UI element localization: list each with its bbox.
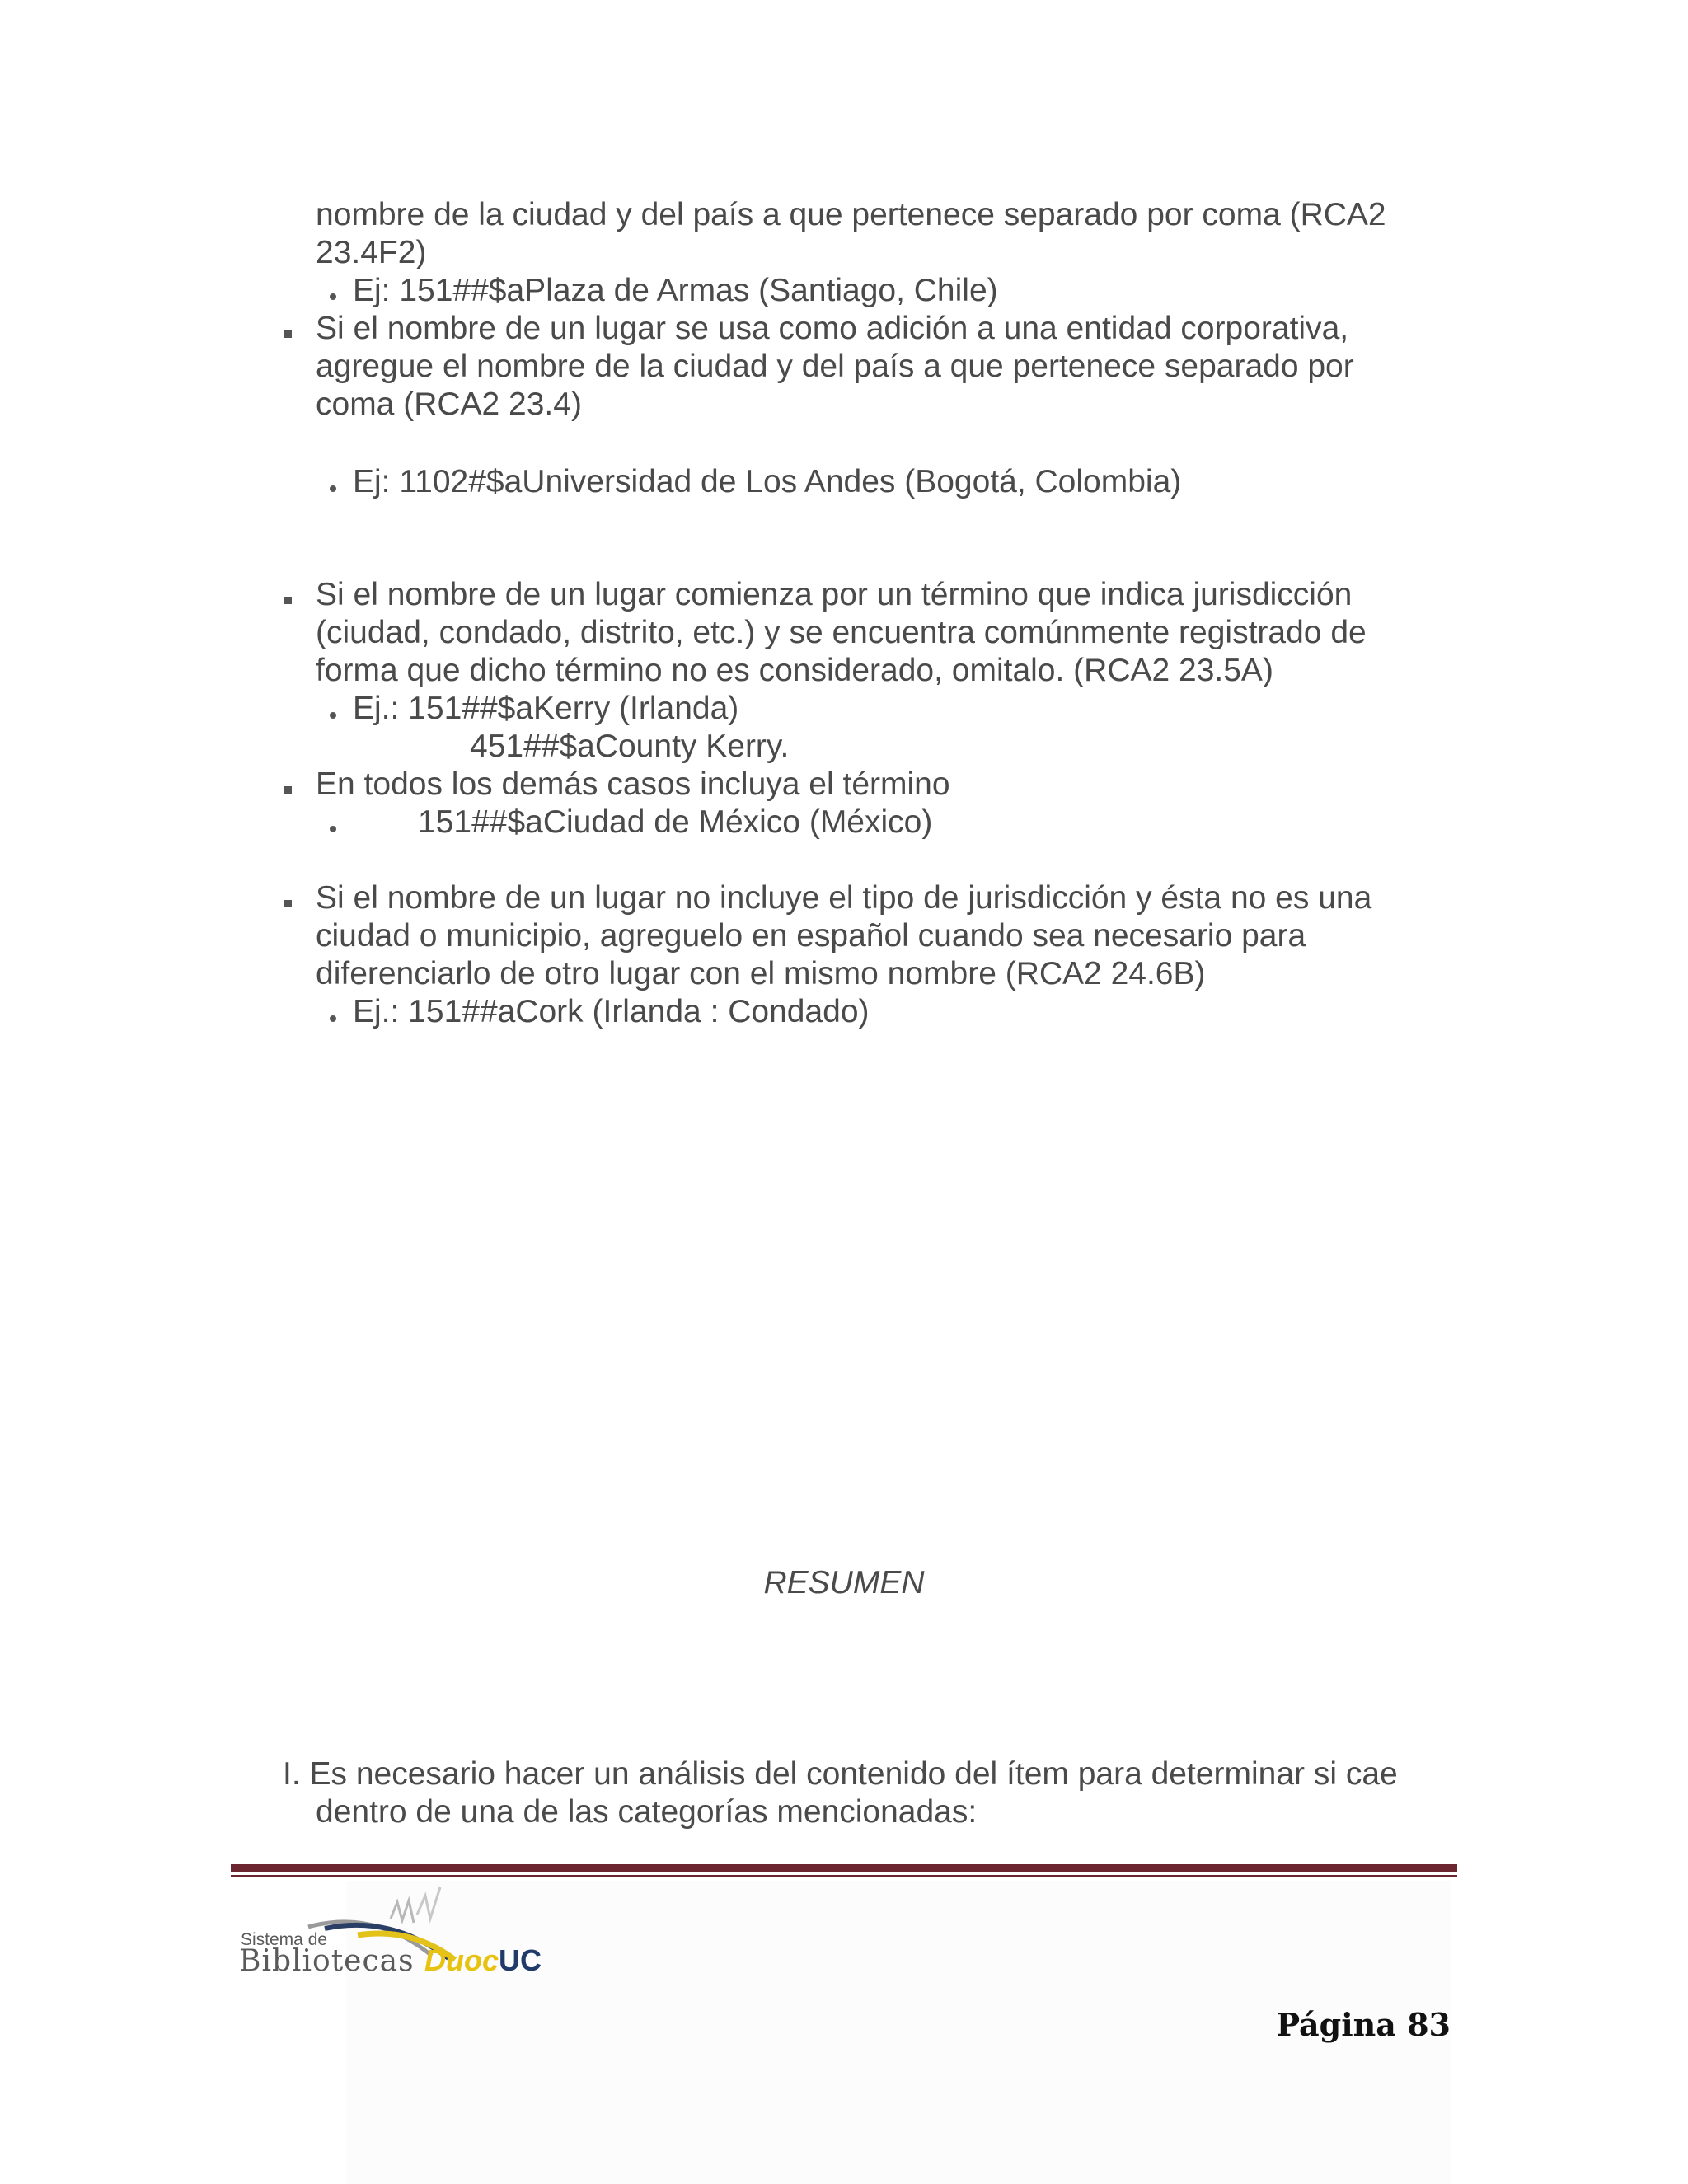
body-line: Ej.: 151##$aKerry (Irlanda): [353, 691, 739, 726]
logo-wordmark: Bibliotecas DuocUC: [239, 1943, 542, 1978]
body-line: Ej: 151##$aPlaza de Armas (Santiago, Chile): [353, 273, 998, 308]
body-line: Ej: 1102#$aUniversidad de Los Andes (Bogotá, Colombia): [353, 464, 1182, 499]
body-line: ciudad o municipio, agreguelo en español cuando sea necesario para: [316, 918, 1306, 954]
body-line: coma (RCA2 23.4): [316, 387, 582, 422]
body-line: nombre de la ciudad y del país a que pertenece separado por coma (RCA2: [316, 197, 1386, 232]
round-bullet-icon: [330, 826, 336, 832]
page-number: Página 83: [1276, 2006, 1451, 2043]
body-line: 23.4F2): [316, 235, 427, 270]
body-line: 451##$aCounty Kerry.: [470, 729, 790, 764]
body-line: En todos los demás casos incluya el término: [316, 766, 950, 802]
summary-line: I. Es necesario hacer un análisis del contenido del ítem para determinar si cae: [283, 1756, 1398, 1792]
body-line: Si el nombre de un lugar se usa como adición a una entidad corporativa,: [316, 311, 1349, 346]
square-bullet-icon: [284, 330, 292, 338]
summary-line: dentro de una de las categorías mencionadas:: [316, 1794, 978, 1830]
body-line: agregue el nombre de la ciudad y del país a que pertenece separado por: [316, 349, 1354, 384]
body-line: Si el nombre de un lugar no incluye el tipo de jurisdicción y ésta no es una: [316, 880, 1372, 916]
footer-rule: [231, 1864, 1457, 1872]
body-line: (ciudad, condado, distrito, etc.) y se encuentra comúnmente registrado de: [316, 615, 1367, 650]
round-bullet-icon: [330, 1015, 336, 1022]
square-bullet-icon: [284, 900, 292, 907]
square-bullet-icon: [284, 597, 292, 604]
round-bullet-icon: [330, 485, 336, 492]
square-bullet-icon: [284, 786, 292, 794]
logo-caption: Sistema de: [241, 1930, 328, 1949]
body-line: 151##$aCiudad de México (México): [418, 804, 933, 840]
body-line: Ej.: 151##aCork (Irlanda : Condado): [353, 994, 870, 1029]
round-bullet-icon: [330, 293, 336, 300]
round-bullet-icon: [330, 712, 336, 719]
section-heading: RESUMEN: [763, 1565, 925, 1601]
body-line: diferenciarlo de otro lugar con el mismo nombre (RCA2 24.6B): [316, 956, 1206, 991]
body-line: Si el nombre de un lugar comienza por un término que indica jurisdicción: [316, 577, 1353, 612]
body-line: forma que dicho término no es considerado, omitalo. (RCA2 23.5A): [316, 653, 1273, 688]
